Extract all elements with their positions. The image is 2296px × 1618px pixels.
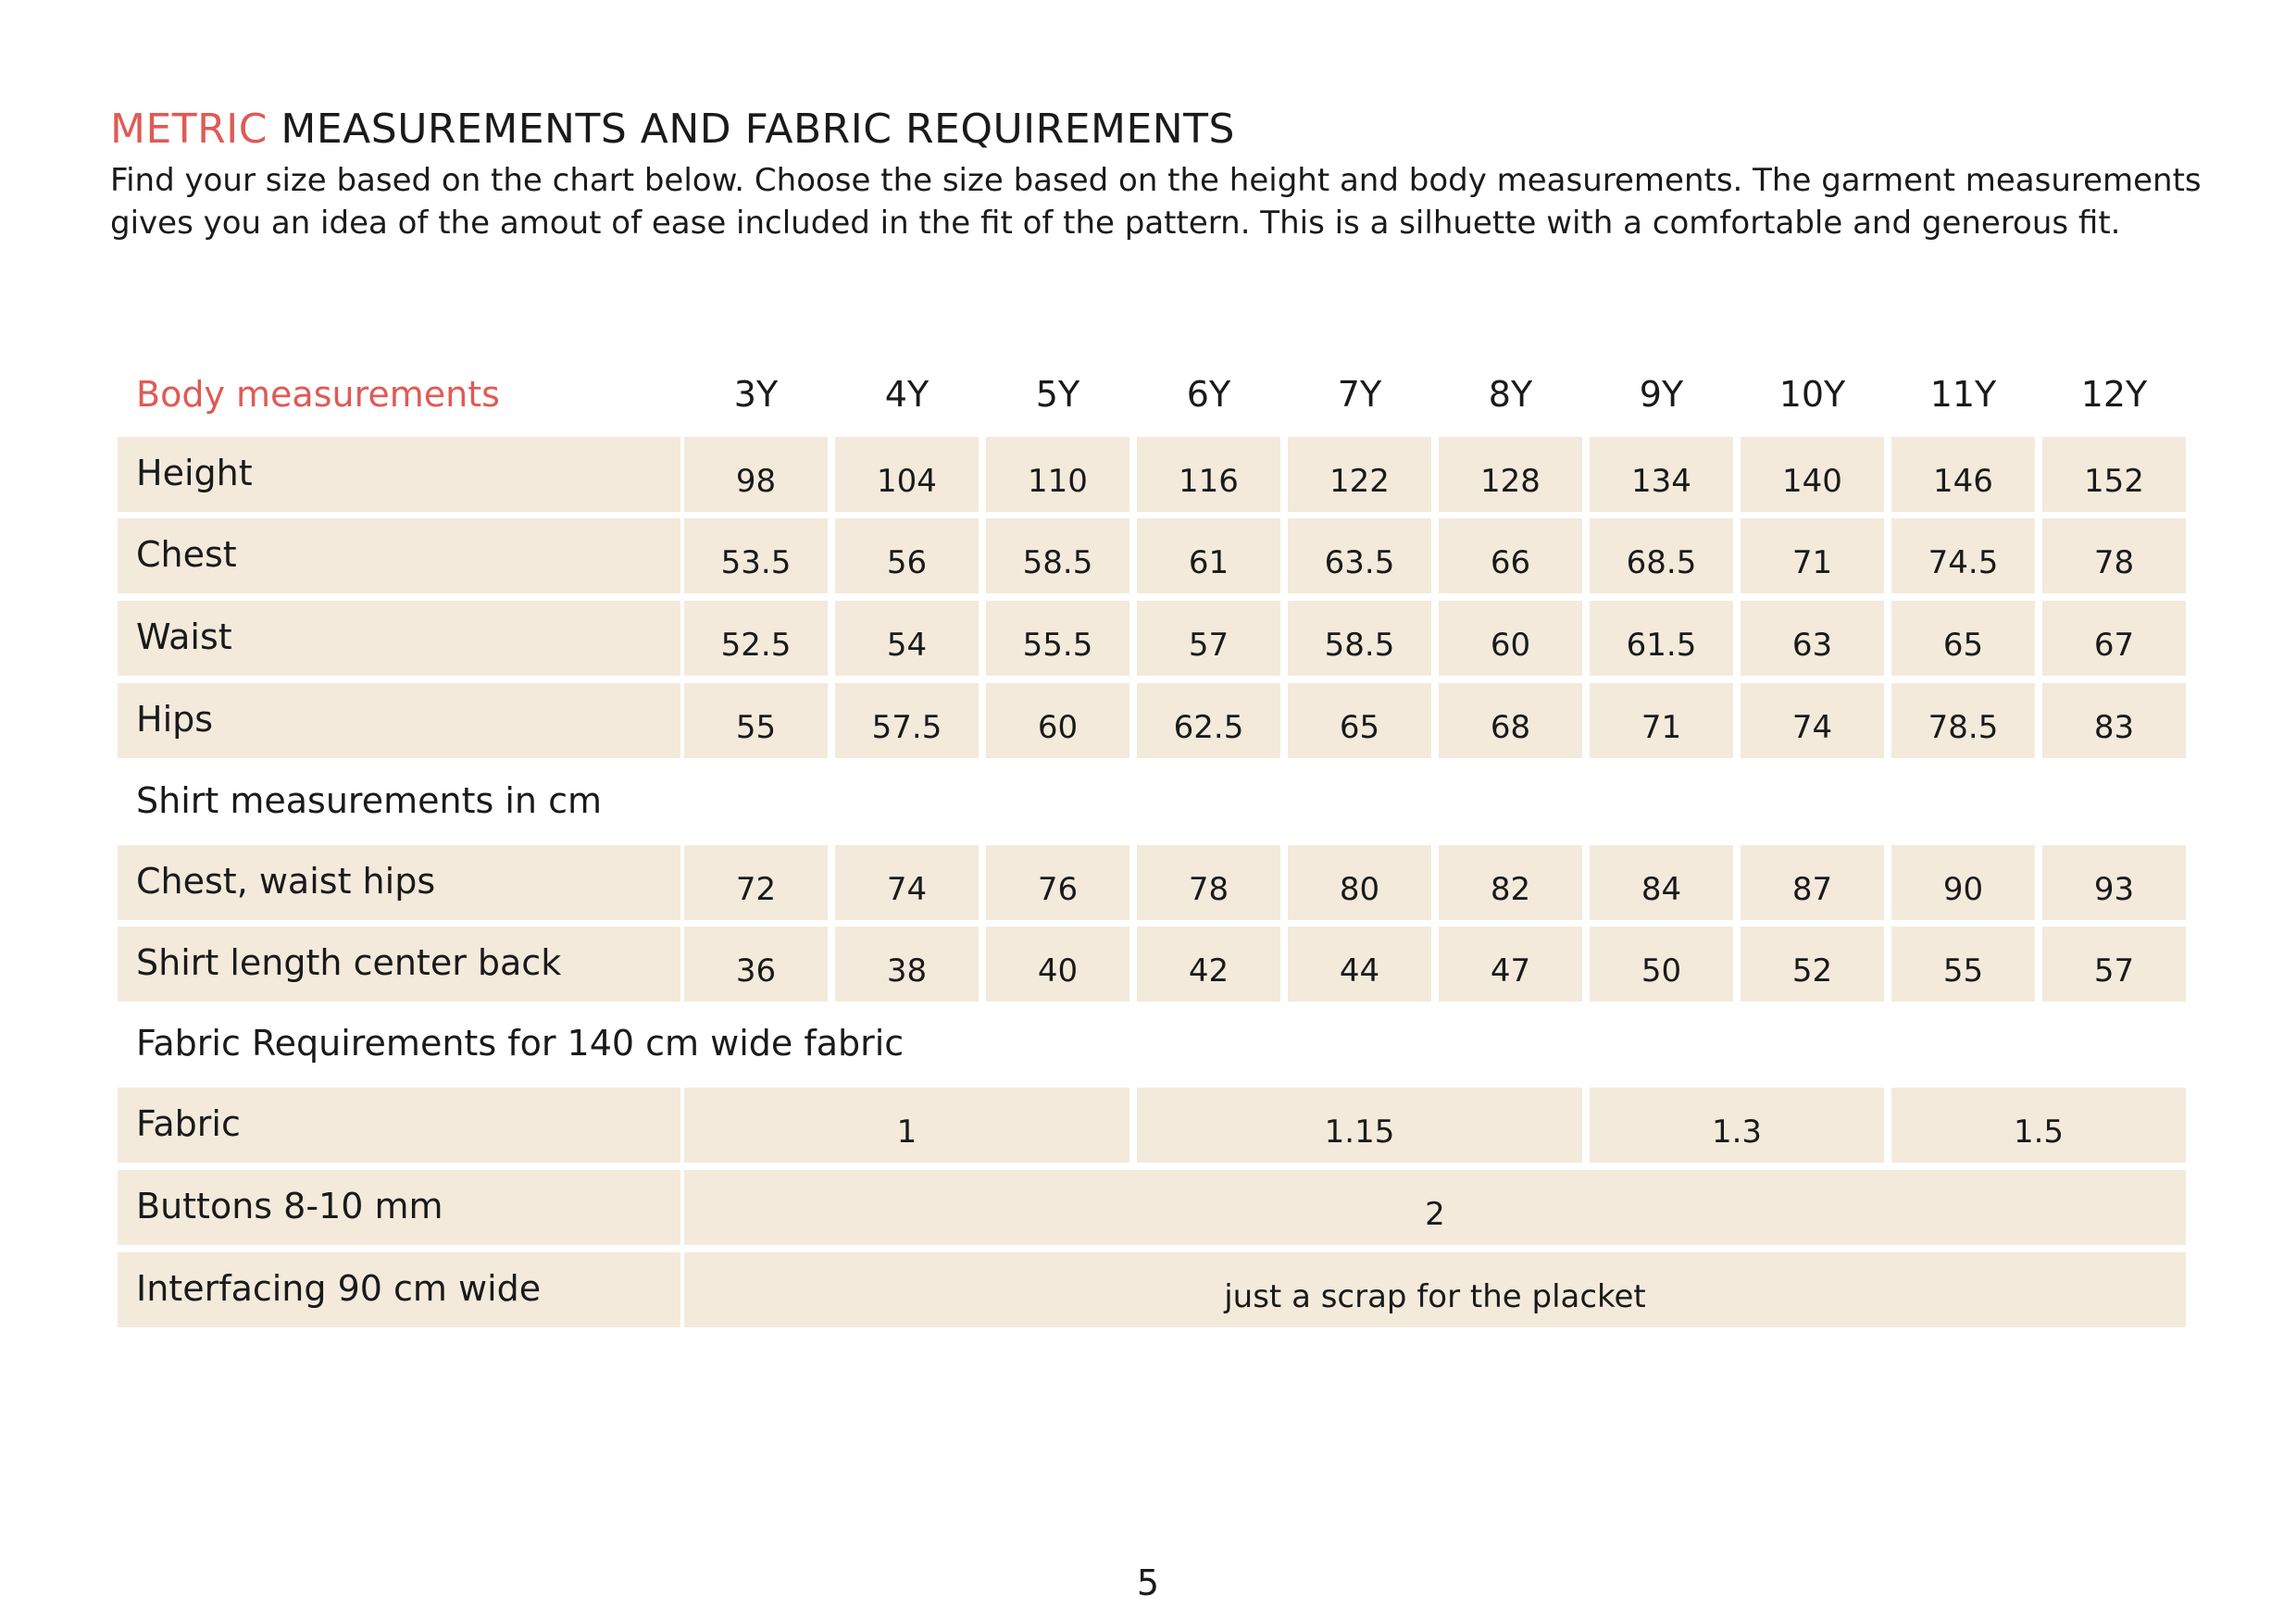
size-header-4y: 4Y [884,374,930,415]
table-cell: 55 [1891,927,2035,1002]
row-label: Chest, waist hips [118,845,680,920]
table-cell: 74 [835,845,979,920]
table-cell: 58.5 [986,518,1129,593]
table-cell: 52.5 [684,601,828,676]
shirt-measurements-heading: Shirt measurements in cm [136,780,602,821]
table-cell: 74.5 [1891,518,2035,593]
table-cell: 140 [1741,437,1884,512]
intro-line-1: Find your size based on the chart below. Choose the size based on the height and body measurements. The garment measurements [110,162,2202,199]
table-cell: 40 [986,927,1129,1002]
table-cell: 87 [1741,845,1884,920]
size-header-3y: 3Y [733,374,779,415]
intro-line-2: gives you an idea of the amout of ease included in the fit of the pattern. This is a silhuette with a comfortable and generous fit. [110,205,2121,242]
table-cell: 65 [1288,683,1431,758]
title-accent: METRIC [110,106,268,153]
table-cell: 47 [1439,927,1582,1002]
buttons-cell: 2 [684,1170,2186,1245]
table-cell: 80 [1288,845,1431,920]
table-cell: 78 [1137,845,1280,920]
size-header-10y: 10Y [1778,374,1846,415]
row-label: Shirt length center back [118,927,680,1002]
table-cell: 42 [1137,927,1280,1002]
table-cell: 57.5 [835,683,979,758]
table-cell: 152 [2042,437,2186,512]
table-cell: 66 [1439,518,1582,593]
interfacing-cell: just a scrap for the placket [684,1252,2186,1327]
table-cell: 50 [1590,927,1733,1002]
table-cell: 63.5 [1288,518,1431,593]
size-header-11y: 11Y [1929,374,1997,415]
table-cell: 82 [1439,845,1582,920]
table-cell: 44 [1288,927,1431,1002]
table-cell: 74 [1741,683,1884,758]
table-cell: 60 [1439,601,1582,676]
table-cell: 104 [835,437,979,512]
table-cell: 38 [835,927,979,1002]
table-cell: 83 [2042,683,2186,758]
table-cell: 98 [684,437,828,512]
size-header-7y: 7Y [1337,374,1382,415]
fabric-group-cell: 1.5 [1891,1088,2186,1163]
table-cell: 61 [1137,518,1280,593]
row-label: Fabric [118,1088,680,1163]
size-header-6y: 6Y [1186,374,1231,415]
table-cell: 60 [986,683,1129,758]
table-cell: 72 [684,845,828,920]
table-cell: 36 [684,927,828,1002]
table-cell: 116 [1137,437,1280,512]
size-header-5y: 5Y [1035,374,1080,415]
table-cell: 62.5 [1137,683,1280,758]
table-cell: 76 [986,845,1129,920]
row-label: Interfacing 90 cm wide [118,1252,680,1327]
table-cell: 122 [1288,437,1431,512]
table-cell: 90 [1891,845,2035,920]
table-cell: 63 [1741,601,1884,676]
table-cell: 56 [835,518,979,593]
table-cell: 67 [2042,601,2186,676]
table-cell: 128 [1439,437,1582,512]
fabric-group-cell: 1.15 [1137,1088,1582,1163]
page-number: 5 [1136,1562,1160,1603]
row-label: Chest [118,518,680,593]
table-cell: 78 [2042,518,2186,593]
table-cell: 55 [684,683,828,758]
table-cell: 84 [1590,845,1733,920]
table-cell: 110 [986,437,1129,512]
table-cell: 134 [1590,437,1733,512]
table-cell: 68 [1439,683,1582,758]
row-label: Waist [118,601,680,676]
fabric-requirements-heading: Fabric Requirements for 140 cm wide fabric [136,1023,905,1064]
table-cell: 58.5 [1288,601,1431,676]
table-cell: 68.5 [1590,518,1733,593]
table-cell: 57 [2042,927,2186,1002]
table-cell: 65 [1891,601,2035,676]
table-cell: 93 [2042,845,2186,920]
body-measurements-heading: Body measurements [136,374,500,415]
table-cell: 57 [1137,601,1280,676]
row-label: Buttons 8-10 mm [118,1170,680,1245]
row-label: Height [118,437,680,512]
table-cell: 78.5 [1891,683,2035,758]
title-rest: MEASUREMENTS AND FABRIC REQUIREMENTS [267,106,1235,153]
size-header-8y: 8Y [1488,374,1533,415]
fabric-group-cell: 1 [684,1088,1129,1163]
table-cell: 146 [1891,437,2035,512]
size-header-9y: 9Y [1639,374,1684,415]
row-label: Hips [118,683,680,758]
table-cell: 55.5 [986,601,1129,676]
table-cell: 71 [1741,518,1884,593]
table-cell: 61.5 [1590,601,1733,676]
table-cell: 53.5 [684,518,828,593]
size-header-12y: 12Y [2080,374,2148,415]
table-cell: 71 [1590,683,1733,758]
table-cell: 52 [1741,927,1884,1002]
table-cell: 54 [835,601,979,676]
fabric-group-cell: 1.3 [1590,1088,1884,1163]
